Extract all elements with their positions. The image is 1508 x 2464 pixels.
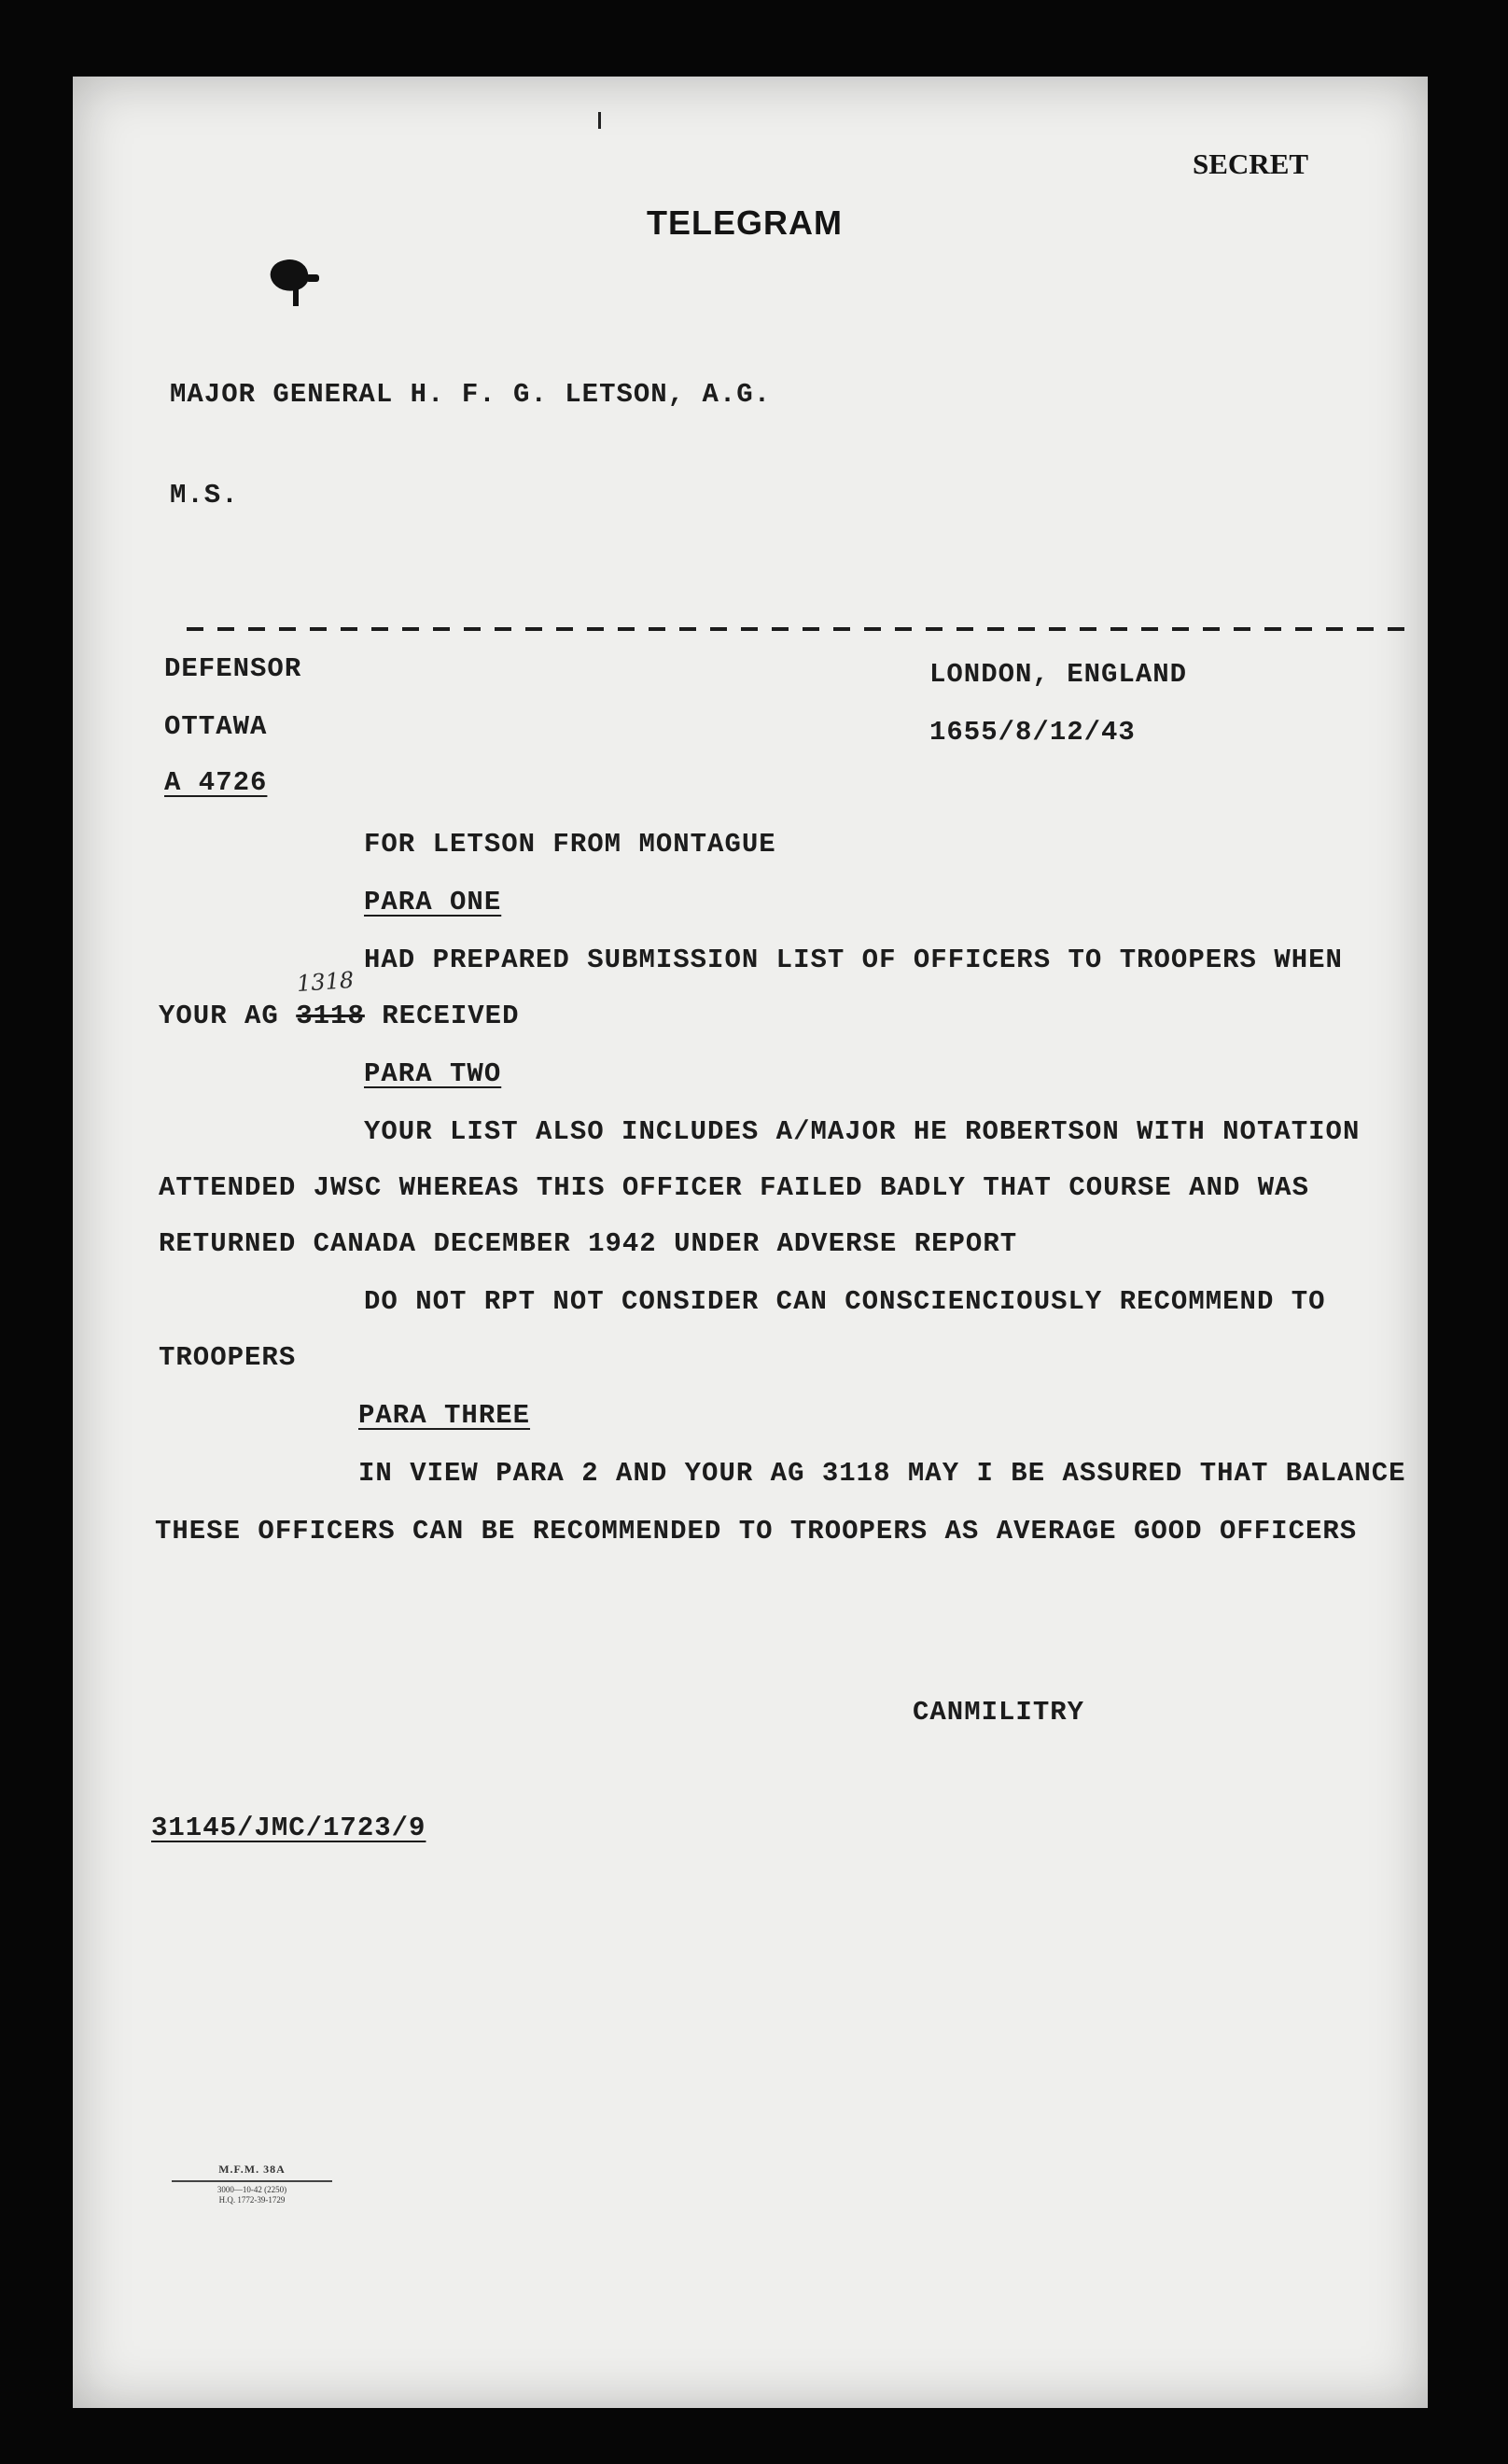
message-reference: A 4726	[164, 767, 268, 798]
form-stamp-print-code: 3000—10-42 (2250)	[216, 2185, 287, 2194]
file-reference-number: 31145/JMC/1723/9	[151, 1813, 426, 1843]
document-title: TELEGRAM	[647, 203, 843, 242]
para-two-line-2: ATTENDED JWSC WHEREAS THIS OFFICER FAILED BADLY THAT COURSE AND WAS	[159, 1172, 1309, 1203]
para-three-line-2: THESE OFFICERS CAN BE RECOMMENDED TO TROOPERS AS AVERAGE GOOD OFFICERS	[155, 1516, 1358, 1547]
para-two-line-3: RETURNED CANADA DECEMBER 1942 UNDER ADVERSE REPORT	[159, 1228, 1018, 1259]
form-stamp	[168, 2163, 336, 2205]
addressee-line: MAJOR GENERAL H. F. G. LETSON, A.G.	[170, 379, 772, 410]
para-two-heading: PARA TWO	[364, 1058, 502, 1089]
para-three-line-1: IN VIEW PARA 2 AND YOUR AG 3118 MAY I BE ASSURED THAT BALANCE	[358, 1458, 1406, 1489]
classification-label: SECRET	[1193, 147, 1309, 180]
sender-signature: CANMILITRY	[913, 1697, 1085, 1728]
top-tick-mark	[598, 112, 601, 129]
para-one-line-1: HAD PREPARED SUBMISSION LIST OF OFFICERS TO TROOPERS WHEN	[364, 945, 1343, 975]
recipient-line-2: OTTAWA	[164, 711, 268, 742]
para-three-heading: PARA THREE	[358, 1400, 531, 1431]
date-time-group: 1655/8/12/43	[929, 717, 1136, 748]
ink-blot-mark	[268, 256, 311, 295]
telegram-page	[73, 77, 1428, 2408]
para-two-line-5: TROOPERS	[159, 1342, 297, 1373]
ink-blot-mark-tail	[306, 274, 319, 282]
separator-line	[187, 627, 1409, 631]
para-two-line-4: DO NOT RPT NOT CONSIDER CAN CONSCIENCIOUSLY RECOMMEND TO	[364, 1286, 1326, 1317]
ink-blot-mark-stem	[293, 287, 299, 306]
addressee-initials: M.S.	[170, 480, 239, 511]
message-opening: FOR LETSON FROM MONTAGUE	[364, 829, 776, 860]
form-stamp-rule	[172, 2180, 332, 2182]
para-one-heading: PARA ONE	[364, 887, 502, 917]
para-one-line-2	[159, 1002, 520, 1029]
para-two-line-1: YOUR LIST ALSO INCLUDES A/MAJOR HE ROBERTSON WITH NOTATION	[364, 1116, 1361, 1147]
para-one-prefix: YOUR AG	[159, 1001, 279, 1031]
form-stamp-file-code: H.Q. 1772-39-1729	[218, 2195, 286, 2205]
para-one-suffix: RECEIVED	[382, 1001, 520, 1031]
form-stamp-title: M.F.M. 38A	[218, 2163, 286, 2176]
handwritten-correction: 1318	[296, 966, 355, 998]
recipient-line-1: DEFENSOR	[164, 653, 302, 684]
origin-location: LONDON, ENGLAND	[929, 659, 1188, 690]
struck-out-number: 3118	[296, 1001, 365, 1031]
